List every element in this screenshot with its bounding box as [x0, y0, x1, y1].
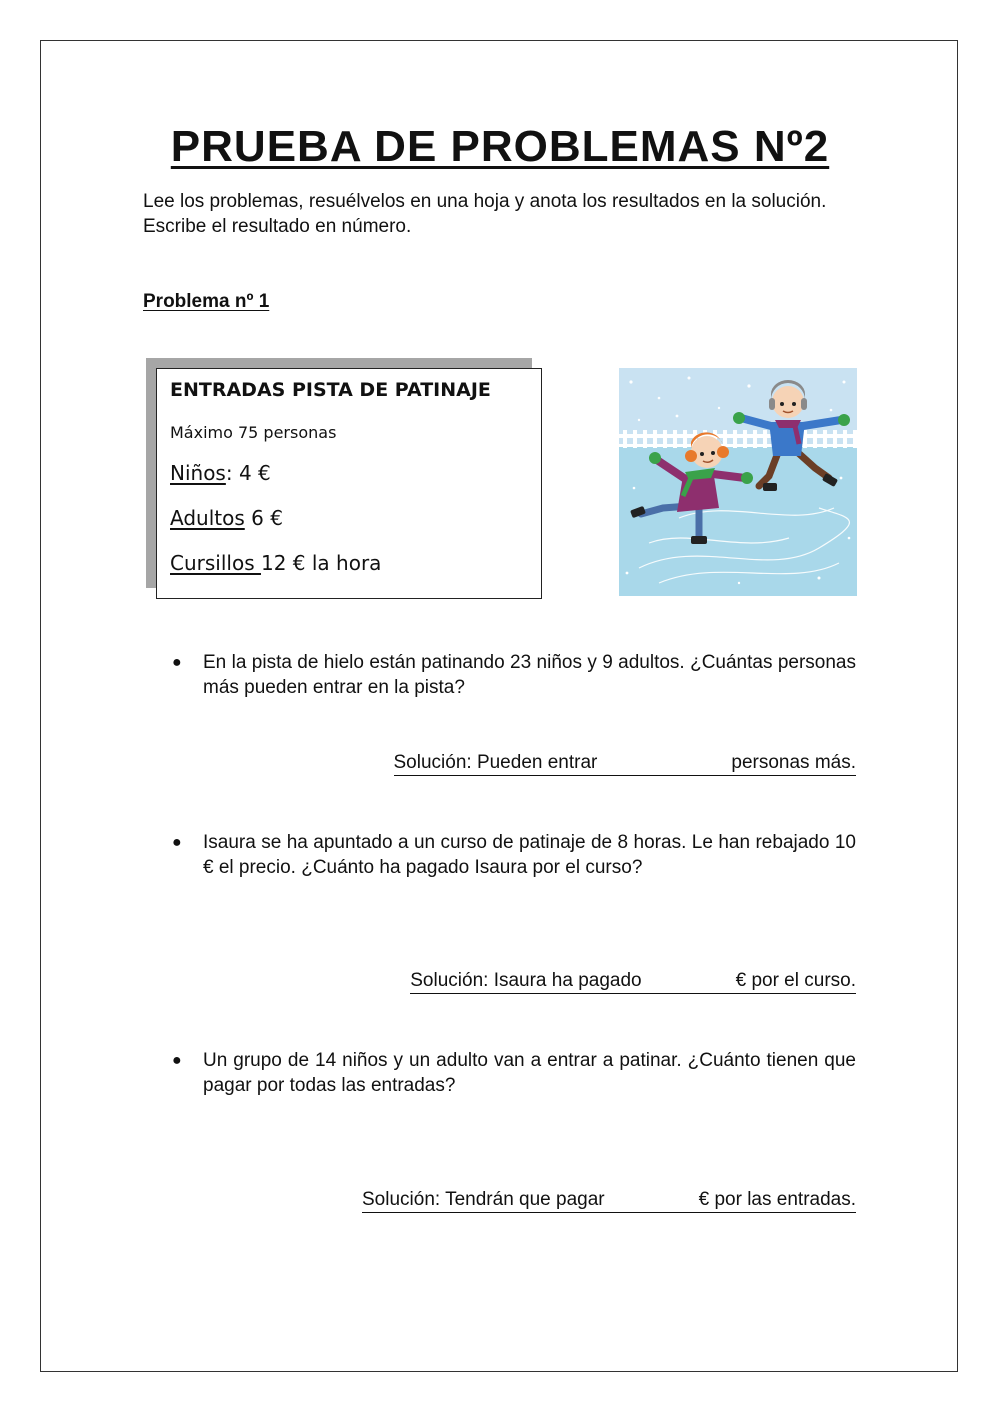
solution-suffix: € por el curso.: [735, 970, 856, 991]
skating-children-illustration: [619, 368, 857, 596]
price-value: 12 € la hora: [260, 551, 382, 575]
solution-prefix: Solución: Isaura ha pagado: [410, 970, 642, 991]
price-card: [156, 368, 542, 599]
bullet: ●: [172, 1052, 182, 1069]
price-row-adults: [170, 506, 283, 530]
solution-suffix: € por las entradas.: [698, 1189, 856, 1210]
page-title: PRUEBA DE PROBLEMAS Nº2: [170, 122, 830, 171]
solution-3: [362, 1189, 856, 1213]
question-2: Isaura se ha apuntado a un curso de patinaje de 8 horas. Le han rebajado 10 € el precio. ¿Cuánto ha pagado Isaura por el curso?: [203, 832, 856, 878]
price-label: Cursillos: [170, 551, 261, 575]
price-value: : 4 €: [225, 461, 271, 485]
solution-2: [410, 970, 856, 994]
question-3: Un grupo de 14 niños y un adulto van a entrar a patinar. ¿Cuánto tienen que pagar por todas las entradas?: [203, 1050, 856, 1096]
price-row-courses: [170, 551, 381, 575]
solution-1: [394, 752, 857, 776]
price-value: 6 €: [244, 506, 283, 530]
price-row-children: [170, 461, 271, 485]
solution-prefix: Solución: Pueden entrar: [393, 752, 598, 773]
max-capacity: Máximo 75 personas: [170, 423, 337, 442]
solution-prefix: Solución: Tendrán que pagar: [362, 1189, 605, 1210]
price-label: Adultos: [170, 506, 245, 530]
page-border: [40, 40, 958, 1372]
bullet: ●: [172, 834, 182, 851]
price-label: Niños: [170, 461, 226, 485]
question-1: En la pista de hielo están patinando 23 niños y 9 adultos. ¿Cuántas personas más pueden entrar en la pista?: [203, 652, 856, 698]
bullet: ●: [172, 654, 182, 671]
instructions: Lee los problemas, resuélvelos en una hoja y anota los resultados en la solución. Escribe el resultado en número.: [143, 191, 827, 237]
problem-heading: Problema nº 1: [143, 291, 270, 312]
price-card-title: ENTRADAS PISTA DE PATINAJE: [170, 379, 491, 401]
solution-suffix: personas más.: [731, 752, 856, 773]
